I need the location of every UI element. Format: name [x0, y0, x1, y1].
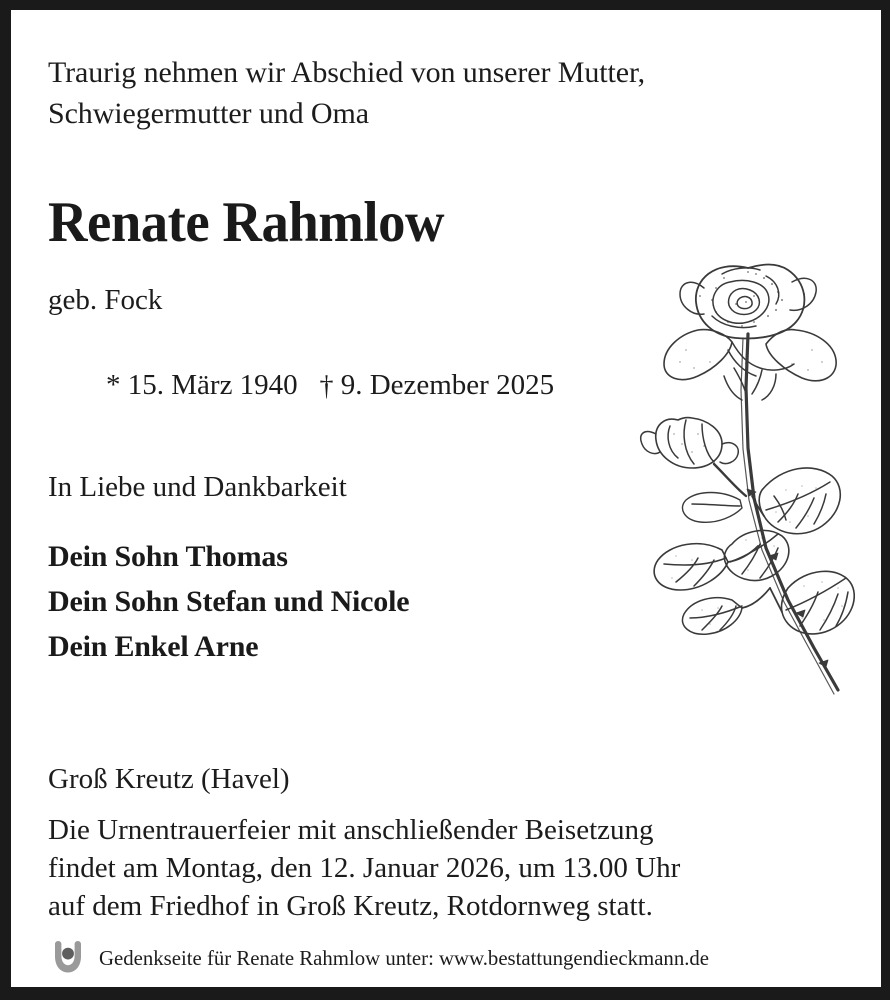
obituary-card	[11, 10, 881, 987]
survivor-line-1: Dein Sohn Thomas	[48, 540, 288, 573]
life-dates	[48, 328, 554, 443]
death-date: 9. Dezember 2025	[340, 369, 555, 401]
survivors-list	[48, 534, 409, 669]
gratitude-line: In Liebe und Dankbarkeit	[48, 471, 347, 503]
death-cross-icon: †	[319, 371, 334, 402]
obituary-text-column	[48, 10, 848, 987]
birth-date: 15. März 1940	[127, 369, 298, 401]
birth-symbol: *	[106, 369, 121, 401]
intro-message	[48, 52, 788, 134]
deceased-name: Renate Rahmlow	[48, 191, 445, 254]
memorial-logo-icon	[48, 938, 88, 978]
service-line-2: findet am Montag, den 12. Januar 2026, um 13.00 Uhr	[48, 852, 681, 884]
service-details	[48, 811, 838, 925]
intro-line-2: Schwiegermutter und Oma	[48, 97, 369, 130]
service-line-1: Die Urnentrauerfeier mit anschließender Beisetzung	[48, 814, 654, 846]
service-line-3: auf dem Friedhof in Groß Kreutz, Rotdornweg statt.	[48, 890, 653, 922]
place-name: Groß Kreutz (Havel)	[48, 763, 290, 795]
memorial-page-link[interactable]: Gedenkseite für Renate Rahmlow unter: www.bestattungendieckmann.de	[99, 945, 710, 970]
memorial-footer[interactable]	[48, 938, 715, 978]
survivor-line-2: Dein Sohn Stefan und Nicole	[48, 585, 410, 618]
intro-line-1: Traurig nehmen wir Abschied von unserer Mutter,	[48, 56, 646, 89]
survivor-line-3: Dein Enkel Arne	[48, 630, 259, 663]
maiden-name: geb. Fock	[48, 284, 163, 316]
